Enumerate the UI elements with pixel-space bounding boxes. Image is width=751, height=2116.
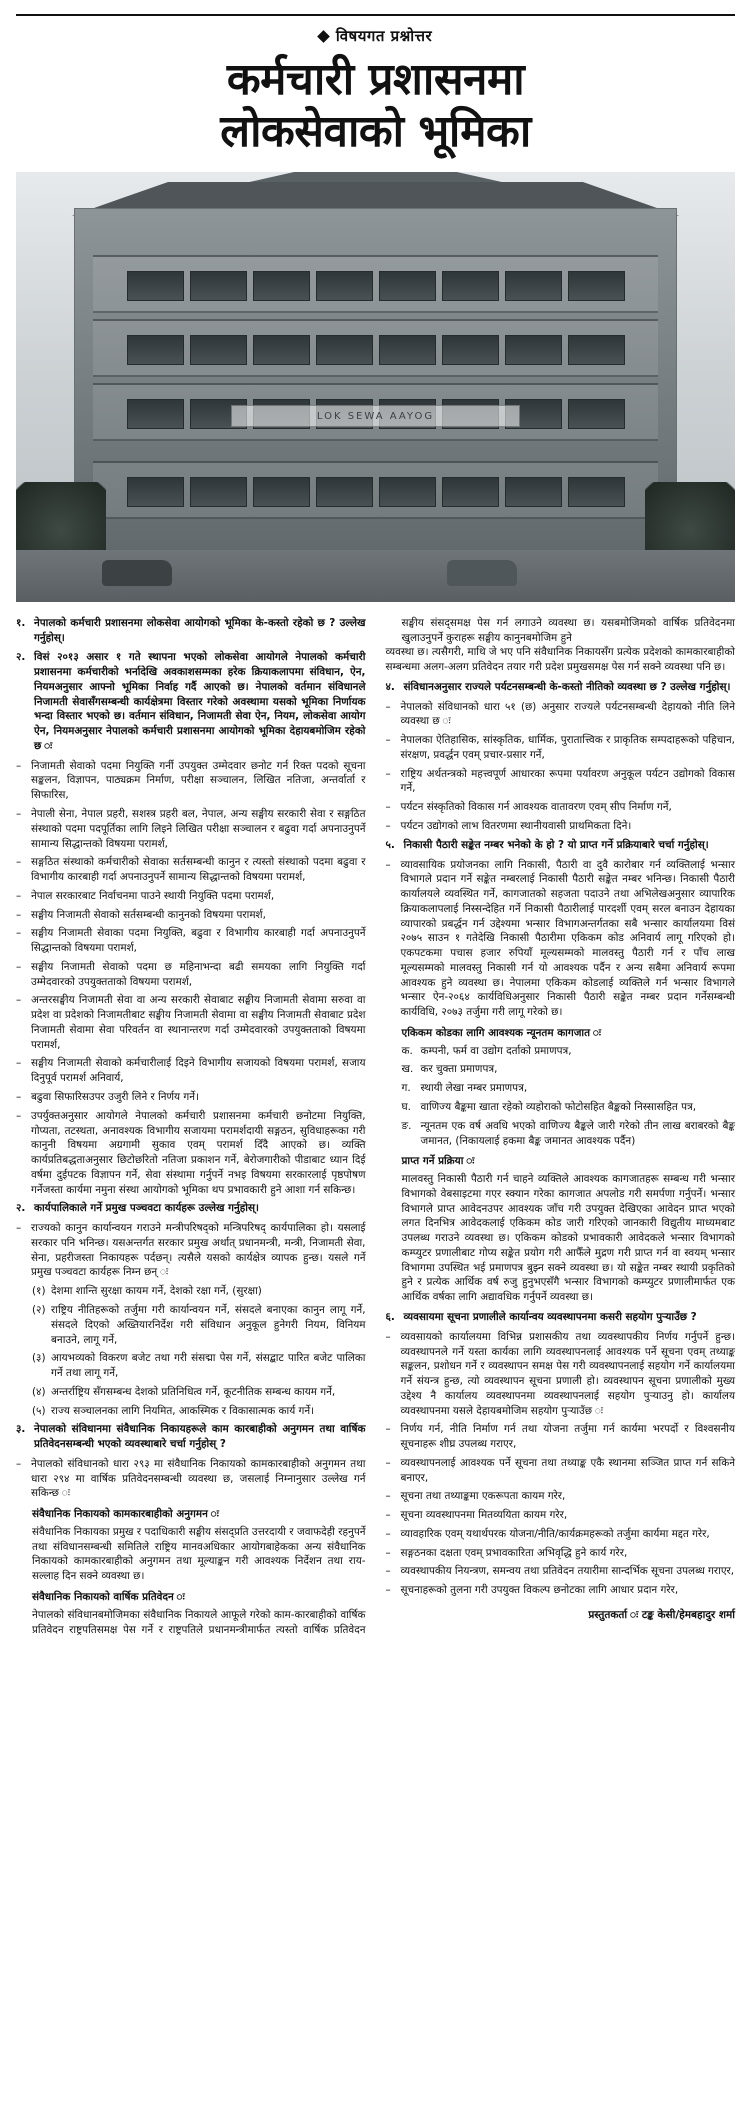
question-text: संविधानअनुसार राज्यले पर्यटनसम्बन्धी के-कस्तो नीतिको व्यवस्था छ ? उल्लेख गर्नुहोस्। [403, 680, 731, 693]
sub-list-item [402, 1081, 736, 1096]
dash-bullet-icon: – [385, 858, 391, 871]
window-row-2 [127, 335, 625, 365]
dash-bullet-icon: – [385, 1527, 391, 1540]
question-text: निकासी पैठारी सङ्केत नम्बर भनेको के हो ? यो प्राप्त गर्ने प्रक्रियाबारे चर्चा गर्नुहोस्। [403, 838, 709, 851]
window-row-1 [127, 271, 625, 301]
bullet-item [386, 700, 736, 730]
window [505, 271, 562, 301]
kicker-row [16, 26, 735, 46]
question-number: ३. [16, 1423, 26, 1436]
sub-list-text: वाणिज्य बैङ्कमा खाता रहेको व्यहोराको फोटोसहित बैङ्कको निस्सासहित पत्र, [420, 1101, 697, 1114]
building-floor-1 [93, 255, 659, 313]
bullet-text: सङ्घीय निजामती सेवाको पदमा छ महिनाभन्दा बढी समयका लागि नियुक्ति गर्दा उम्मेदवारको उपयुक्तताको विषयमा परामर्श, [31, 960, 366, 988]
window [379, 477, 436, 507]
bullet-item [386, 1489, 736, 1504]
sub-list-item [402, 1044, 736, 1059]
bullet-text: सङ्घीय निजामती सेवाका पदमा नियुक्ति, बढुवा र विभागीय कारबाही गर्दा अपनाउनुपर्ने सिद्धान्तको विषयमा परामर्श, [31, 927, 366, 955]
paragraph: नेपालको संविधानबमोजिमका संवैधानिक निकायले आफूले गरेको काम-कारबाहीको वार्षिक प्रतिवेदन राष्ट्रपतिसमक्ष पेस गर्ने र राष्ट्रपतिले प्रधानमन्त्रीमार्फत त्यस्तो वार्षिक प्रतिवेदन सङ्घीय संसद्समक्ष पेस गर्न लगाउने व्यवस्था छ। यसबमोजिमको वार्षिक प्रतिवेदनमा खुलाउनुपर्ने कुराहरू सङ्घीय कानुनबमोजिम हुने [32, 616, 735, 1636]
dash-bullet-icon: – [385, 1490, 391, 1503]
bullet-item [16, 1457, 366, 1501]
question-item [386, 1310, 736, 1325]
dash-bullet-icon: – [385, 1546, 391, 1559]
sub-bullet-label: क. [401, 1044, 413, 1057]
bullet-item [16, 926, 366, 956]
dash-bullet-icon: – [385, 1330, 391, 1343]
window [442, 477, 499, 507]
bullet-item [16, 889, 366, 904]
bullet-text: व्यवसायको कार्यालयमा विभिन्न प्रशासकीय तथा व्यवस्थापकीय निर्णय गर्नुपर्ने हुन्छ। व्यवस्थापनले गर्ने यस्ता कार्यका लागि व्यवस्थापनलाई आवश्यक पर्ने सूचना एवम् तथ्याङ्क सङ्कलन, प्रशोधन गर्ने र व्यवस्थापन समक्ष पेस गरी व्यवस्थापनलाई सहयोग गर्ने कार्यालयमा गर्ने संयन्त्र हुन्छ, त्यो व्यवस्थापन सूचना प्रणाली हो। व्यवस्थापन सूचना प्रणालीको मुख्य उद्देश्य नै कार्यालय व्यवस्थापनमा व्यवस्थापनलाई सहयोग पुऱ्याउनु हो। कार्यालय व्यवस्थापनमा यसले देहायबमोजिम सहयोग पुऱ्याउँछ ः [400, 1330, 735, 1417]
sub-list-text: राष्ट्रिय नीतिहरूको तर्जुमा गरी कार्यान्वयन गर्ने, संसदले बनाएका कानुन लागू गर्ने, संसदले दिएको अख्तियारनिर्देश गरी संविधान अनुकूल हुनेगरी नियम, विनियम बनाउने, लागू गर्ने, [51, 1303, 366, 1346]
building [74, 208, 678, 602]
window [316, 477, 373, 507]
dash-bullet-icon: – [16, 1109, 22, 1122]
bullet-item [16, 908, 366, 923]
window [190, 335, 247, 365]
dash-bullet-icon: – [385, 801, 391, 814]
section-subheading: प्राप्त गर्ने प्रक्रिया ः [401, 1155, 475, 1168]
bullet-item [386, 1508, 736, 1523]
bullet-text: सङ्घीय निजामती सेवाको सर्तसम्बन्धी कानुनको विषयमा परामर्श, [31, 908, 266, 921]
dash-bullet-icon: – [385, 767, 391, 780]
dash-bullet-icon: – [16, 994, 22, 1007]
window [505, 335, 562, 365]
sub-list-text: राज्य सञ्चालनका लागि नियमित, आकस्मिक र विकासात्मक कार्य गर्ने। [51, 1404, 315, 1417]
sub-bullet-label: घ. [401, 1101, 411, 1114]
bullet-item [386, 858, 736, 1020]
dash-bullet-icon: – [16, 927, 22, 940]
dash-bullet-icon: – [16, 889, 22, 902]
bullet-item [386, 1583, 736, 1598]
window [568, 477, 625, 507]
building-floor-4 [93, 461, 659, 519]
bullet-item [16, 807, 366, 851]
dash-bullet-icon: – [385, 820, 391, 832]
bullet-text: सूचना तथा तथ्याङ्कमा एकरूपता कायम गरेर, [400, 1490, 566, 1503]
dash-bullet-icon: – [16, 960, 22, 973]
question-text: कार्यपालिकाले गर्ने प्रमुख पञ्चवटा कार्यहरू उल्लेख गर्नुहोस्। [34, 1202, 259, 1215]
bullet-item [16, 1109, 366, 1198]
bullet-text: नेपाली सेना, नेपाल प्रहरी, सशस्त्र प्रहरी बल, नेपाल, अन्य सङ्घीय सरकारी सेवा र सङ्गठित संस्थाको पदमा पदपूर्तिका लागि लिइने लिखित परीक्षा सञ्चालन र बढुवा गर्दा अपनाउनुपर्ने सामान्य सिद्धान्तको विषयमा परामर्श, [31, 808, 366, 850]
bullet-text: व्यवस्थापनलाई आवश्यक पर्ने सूचना तथा तथ्याङ्क एकै स्थानमा सञ्जित प्राप्त गर्न सकिने बनाएर, [400, 1456, 735, 1484]
bullet-text: निर्णय गर्न, नीति निर्माण गर्न तथा योजना तर्जुमा गर्न कार्यमा भरपर्दो र विश्वसनीय सूचनाहरू शीघ्र उपलब्ध गराएर, [400, 1423, 735, 1451]
bullet-text: निजामती सेवाको पदमा नियुक्ति गर्नी उपयुक्त उम्मेदवार छनोट गर्न रिक्त पदको सूचना सङ्कलन, विज्ञापन, पाठ्यक्रम निर्माण, परीक्षा सञ्चालन, लिखित नतिजा, अन्तर्वार्ता र सिफारिस, [31, 759, 366, 802]
dash-bullet-icon: – [385, 1565, 391, 1578]
dash-bullet-icon: – [385, 1423, 391, 1436]
article-body [16, 616, 735, 1637]
bullet-item [16, 1090, 366, 1105]
dash-bullet-icon: – [16, 808, 22, 820]
paragraph: व्यवस्था छ। त्यसैगरी, माथि जे भए पनि संवैधानिक निकायसँग प्रत्येक प्रदेशको कामकारबाहीको सम्बन्धमा अलग-अलग प्रतिवेदन तयार गरी प्रदेश प्रमुखसमक्ष पेस गर्न सक्ने व्यवस्था पनि छ। [385, 646, 735, 674]
window [379, 335, 436, 365]
dash-bullet-icon: – [385, 734, 391, 747]
window-row-4 [127, 477, 625, 507]
question-item [16, 650, 366, 753]
dash-bullet-icon: – [16, 856, 22, 869]
question-text: व्यवसायमा सूचना प्रणालीले कार्यान्वय व्यवस्थापनमा कसरी सहयोग पुऱ्याउँछ ? [403, 1310, 697, 1323]
question-text: नेपालको कर्मचारी प्रशासनमा लोकसेवा आयोगको भूमिका के-कस्तो रहेको छ ? उल्लेख गर्नुहोस्। [34, 616, 366, 644]
window [253, 271, 310, 301]
bullet-item [386, 767, 736, 797]
question-number: ५. [385, 838, 395, 851]
window [253, 335, 310, 365]
byline: प्रस्तुतकर्ता ः टङ्क केसी/हेमबहादुर शर्मा [588, 1608, 735, 1621]
sub-list-item [32, 1303, 366, 1347]
building-signboard: LOK SEWA AAYOG [231, 405, 520, 427]
window [442, 271, 499, 301]
dash-bullet-icon: – [16, 1091, 22, 1104]
sub-list-text: न्यूनतम एक वर्ष अवधि भएको वाणिज्य बैङ्कले जारी गरेको तीन लाख बराबरको बैङ्क जमानत, (निकायलाई हकमा बैङ्क जमानत आवश्यक पर्दैन) [420, 1119, 735, 1147]
bullet-text: राज्यको कानुन कार्यान्वयन गराउने मन्त्रीपरिषद्को मन्त्रिपरिषद् कार्यपालिका हो। यसलाई सरकार पनि भनिन्छ। यसअन्तर्गत सरकार प्रमुख अर्थात् प्रधानमन्त्री, मन्त्री, निजामती सेवा, सेना, प्रहरीजस्ता निकायहरू पर्दछन्। त्यसैले यसको कार्यक्षेत्र व्यापक हुन्छ। यसले गर्ने प्रमुख पञ्चवटा कार्यहरू निम्न छन् ः [31, 1222, 366, 1279]
bullet-item [16, 960, 366, 990]
bullet-item [16, 993, 366, 1052]
bullet-text: सङ्घीय निजामती सेवाको कर्मचारीलाई दिइने विभागीय सजायको विषयमा परामर्श, सजाय दिनुपूर्व परामर्श अनिवार्य, [31, 1057, 366, 1085]
dash-bullet-icon: – [385, 1509, 391, 1522]
bullet-item [16, 855, 366, 885]
sub-list-item [32, 1385, 366, 1400]
window [190, 477, 247, 507]
question-text: विसं २०१३ असार १ गते स्थापना भएको लोकसेवा आयोगले नेपालको कर्मचारी प्रशासनमा कर्मचारीको भर्नादेखि अवकाशसम्मका हरेक क्रियाकलापमा संविधान, ऐन, नियमअनुसार आफ्नो भूमिका निर्वाह गर्दै आएको छ। नेपालको वर्तमान संविधानले निजामती सेवासँगसम्बन्धी कार्यक्षेत्रमा विस्तार गरेको अवस्थामा यसको भूमिका निर्णायक भन्दा विस्तार भएको छ। वर्तमान संविधान, निजामती सेवा ऐन, नियम, लोकसेवा आयोग ऐन, नियमअनुसार नेपालको कर्मचारी प्रशासनमा आयोगको भूमिका देहायबमोजिम रहेको छ ः [34, 651, 366, 752]
sub-list-item [402, 1119, 736, 1149]
window [316, 271, 373, 301]
sub-bullet-label: ङ. [401, 1119, 412, 1132]
sub-list-text: देशमा शान्ति सुरक्षा कायम गर्ने, देशको रक्षा गर्ने, (सुरक्षा) [51, 1285, 262, 1298]
building-floor-2 [93, 319, 659, 377]
window [127, 399, 184, 429]
sub-list-text: अन्तर्राष्ट्रिय सँगसम्बन्ध देशको प्रतिनिधित्व गर्ने, कूटनीतिक सम्बन्ध कायम गर्ने, [51, 1385, 336, 1398]
dash-bullet-icon: – [16, 908, 22, 921]
bullet-text: सूचना व्यवस्थापनमा मितव्ययिता कायम गरेर, [400, 1509, 568, 1522]
bullet-text: नेपाल सरकारबाट निर्वाचनमा पाउने स्थायी नियुक्ति पदमा परामर्श, [31, 889, 275, 902]
question-number: ४. [385, 680, 395, 693]
bullet-text: सूचनाहरूको तुलना गरी उपयुक्त विकल्प छनोटका लागि आधार प्रदान गरेर, [400, 1584, 679, 1597]
sub-list-item [32, 1404, 366, 1419]
bullet-text: नेपालको संविधानको धारा ५१ (छ) अनुसार राज्यले पर्यटनसम्बन्धी देहायको नीति लिने व्यवस्था छ ः [400, 700, 735, 728]
sub-bullet-label: (२) [32, 1303, 46, 1316]
bullet-item [386, 800, 736, 815]
bullet-item [386, 1456, 736, 1486]
sub-bullet-label: (३) [32, 1352, 46, 1365]
parked-car [102, 560, 172, 586]
bullet-text: राष्ट्रिय अर्थतन्त्रको महत्त्वपूर्ण आधारका रूपमा पर्यावरण अनुकूल पर्यटन उद्योगको विकास गर्ने, [400, 767, 735, 795]
window [505, 477, 562, 507]
paragraph: संवैधानिक निकायका प्रमुख र पदाधिकारी सङ्घीय संसद्प्रति उत्तरदायी र जवाफदेही रहनुपर्ने तथा संविधानसम्बन्धी समितिले राष्ट्रिय मानवअधिकार आयोगबाहेकका अन्य संवैधानिक निकायको कामकारबाहीको अनुगमन तथा मूल्याङ्कन गरी आवश्यक निर्देशन तथा राय-सल्लाह दिन सक्ने व्यवस्था छ। [32, 1525, 366, 1583]
kicker-label: विषयगत प्रश्नोत्तर [335, 27, 433, 45]
dash-bullet-icon: – [385, 1584, 391, 1597]
diamond-icon [317, 30, 330, 43]
sub-bullet-label: (१) [32, 1285, 46, 1298]
section-subheading: एकिकम कोडका लागि आवश्यक न्यूनतम कागजात ः [401, 1026, 602, 1039]
question-text: नेपालको संविधानमा संवैधानिक निकायहरूले काम कारबाहीको अनुगमन तथा वार्षिक प्रतिवेदनसम्बन्धी भएको व्यवस्थाबारे चर्चा गर्नुहोस् ? [34, 1423, 366, 1451]
dash-bullet-icon: – [16, 1057, 22, 1070]
question-item [16, 1422, 366, 1452]
question-item [16, 616, 366, 646]
window [379, 271, 436, 301]
window [568, 335, 625, 365]
sub-list-text: स्थायी लेखा नम्बर प्रमाणपत्र, [420, 1082, 528, 1095]
question-number: २. [16, 651, 26, 664]
headline-line-2: लोकसेवाको भूमिका [220, 105, 531, 157]
bullet-text: उपर्युक्तअनुसार आयोगले नेपालको कर्मचारी प्रशासनमा कर्मचारी छनोटमा नियुक्ति, गोप्यता, तटस्थता, अनावश्यक विभागीय सजायमा परामर्शदायी सङ्गठन, सुविधाहरूका गरी कानुनी विषयमा अग्रगामी सुकाव एवम् परामर्श दिँदै आएको छ। व्यक्ति कार्यप्रतिबद्धताअनुसार छिटोछरितो नतिजा प्रकाशन गर्ने, बेरोजगारीको पीडाबाट ध्यान दिई वर्षमा दुईपटक विज्ञापन गर्ने, सेवा संस्थामा गर्नुपर्ने नभइ विषयमा सरकारलाई पृष्ठपोषण गर्नेजस्ता कार्यमा नमुना संस्था आयोगको भूमिका थप प्रभावकारी हुने आशा गर्न सकिन्छ। [31, 1109, 366, 1196]
kicker [309, 26, 442, 46]
window [316, 335, 373, 365]
bullet-text: पर्यटन संस्कृतिको विकास गर्न आवश्यक वातावरण एवम् सीप निर्माण गर्ने, [400, 801, 672, 814]
bullet-item [386, 1564, 736, 1579]
bullet-text: व्यावहारिक एवम् यथार्थपरक योजना/नीति/कार्यक्रमहरूको तर्जुमा कार्यमा मद्दत गरेर, [400, 1527, 710, 1540]
sub-list-item [32, 1351, 366, 1381]
window [127, 335, 184, 365]
window [253, 477, 310, 507]
dash-bullet-icon: – [16, 1457, 22, 1470]
window [190, 271, 247, 301]
bullet-text: पर्यटन उद्योगको लाभ वितरणमा स्थानीयवासी प्राथमिकता दिने। [400, 820, 632, 832]
bullet-item [16, 1221, 366, 1280]
dash-bullet-icon: – [16, 1222, 22, 1235]
window [568, 271, 625, 301]
headline-line-1: कर्मचारी प्रशासनमा [226, 54, 525, 105]
bullet-item [386, 819, 736, 834]
question-item [16, 1201, 366, 1216]
window [568, 399, 625, 429]
sub-bullet-label: ग. [401, 1082, 411, 1095]
bullet-item [16, 1056, 366, 1086]
dash-bullet-icon: – [16, 759, 22, 772]
sub-list-text: कम्पनी, फर्म वा उद्योग दर्ताको प्रमाणपत्र, [420, 1044, 572, 1057]
bullet-item [16, 759, 366, 803]
bullet-item [386, 1527, 736, 1542]
sub-list-item [402, 1062, 736, 1077]
bullet-item [386, 1330, 736, 1419]
dash-bullet-icon: – [385, 700, 391, 713]
question-number: ६. [385, 1310, 395, 1323]
sub-bullet-label: (४) [32, 1385, 46, 1398]
window [127, 271, 184, 301]
section-subheading: संवैधानिक निकायको वार्षिक प्रतिवेदन ः [32, 1590, 185, 1603]
bullet-text: सङ्गठनका दक्षता एवम् प्रभावकारिता अभिवृद्धि हुने कार्य गरेर, [400, 1546, 628, 1559]
bullet-text: व्यवस्थापकीय नियन्त्रण, समन्वय तथा प्रतिवेदन तयारीमा सान्दर्भिक सूचना उपलब्ध गराएर, [400, 1565, 735, 1578]
page-title [16, 54, 735, 158]
bullet-text: सङ्गठित संस्थाको कर्मचारीको सेवाका सर्तसम्बन्धी कानुन र त्यस्तो संस्थाको पदमा बढुवा र विभागीय कारबाही गर्दा अपनाउनुपर्ने सामान्य सिद्धान्तको विषयमा परामर्श, [31, 856, 366, 884]
question-number: २. [16, 1202, 26, 1215]
window [442, 335, 499, 365]
window [127, 477, 184, 507]
bullet-text: नेपालको संविधानको धारा २९३ मा संवैधानिक निकायको कामकारबाहीको अनुगमन तथा धारा २९४ मा वार्षिक प्रतिवेदनसम्बन्धी व्यवस्था छ, जसलाई निम्नानुसार उल्लेख गर्न सकिन्छ ः [31, 1457, 366, 1500]
bullet-item [386, 1422, 736, 1452]
question-number: १. [16, 616, 26, 629]
paragraph: मालवस्तु निकासी पैठारी गर्न चाहने व्यक्तिले आवश्यक कागजातहरू सम्बन्ध गरी भन्सार विभागको वेबसाइटमा गएर स्क्यान गरेका कागजात अपलोड गरी समर्पणा गर्नुपर्ने। भन्सार विभागले प्राप्त आवेदनउपर आवश्यक जाँच गरी उपयुक्त देखिएका आवेदन प्राप्त भएको लगत दिनभित्र आवेदकलाई एकिकम कोड जारी गरिएको जानकारी विद्युतीय माध्यमबाट उपलब्ध गराउने व्यवस्था छ। एकिकम कोडको प्रभावकारी आवेदकले भन्सार विभागको कम्प्युटर प्रणालीबाट गोप्य सङ्केत प्रयोग गरी आफैँले मुद्रण गरी प्राप्त गर्न वा स्वयम् भन्सार विभागमा उपस्थित भई प्रमाणपत्र बुझ्न सक्ने व्यवस्था छ। यो सङ्केत नम्बर स्थायी प्रकृतिको हुने र प्रत्येक आर्थिक वर्ष रुजु हुनुभएसँगै भन्सार विभागको कम्प्युटर प्रणालीमार्फत एक आर्थिक वर्षका लागि अद्यावधिक गर्नुपर्ने व्यवस्था छ। [401, 1173, 735, 1304]
bullet-item [386, 1546, 736, 1561]
sub-bullet-label: (५) [32, 1404, 46, 1417]
sub-list-text: कर चुक्ता प्रमाणपत्र, [420, 1063, 498, 1076]
bullet-text: व्यावसायिक प्रयोजनका लागि निकासी, पैठारी वा दुवै कारोबार गर्न व्यक्तिलाई भन्सार विभागले प्रदान गर्ने सङ्केत नम्बरलाई निकासी पैठारी सङ्केत नम्बर भनिन्छ। निकासी पैठारी कार्यालयले व्यवस्थित गर्ने, कागजातको सहजता पदाउने तथा अभिलेखअनुसार व्यापारिक क्रियाकलापलाई निस्सन्देहित गर्ने निकासी पैठारीलाई पारदर्शी एवम् सरल बनाउन देहायका व्यापारको प्रबर्द्धन गर्न उद्देश्यमा भन्सार विभागअन्तर्गतका सबै भन्सार कार्यालयमा विसं २०७५ साउन १ गतेदेखि निकासी पैठारीमा एकिकम कोड अनिवार्य लागू गरिएको हो। एकपटकमा पचास हजार रुपियाँ मूल्यसम्मको मालवस्तु पैठारी गर्न र पाँच लाख मूल्यसम्मको मालवस्तु निकासी गर्न यो आवश्यक पर्दैन र अन्य सबैमा अनिवार्य रूपमा आवश्यक हुने व्यवस्था छ। नेपालमा एकिकम कोडलाई व्यक्तिले गर्न भन्सार विभागले भन्सार ऐन-२०६४ कार्यविधिअनुसार निकासी पैठारी सङ्केत नम्बर प्रदान गर्नेसम्बन्धी कार्यविधि, २०७३ तर्जुमा गरी लागू गरेको छ। [400, 858, 735, 1019]
bullet-item [386, 733, 736, 763]
sub-list-item [402, 1100, 736, 1115]
parked-car [447, 560, 517, 586]
bullet-text: बढुवा सिफारिसउपर उजुरी लिने र निर्णय गर्ने। [31, 1091, 199, 1104]
sub-list-item [32, 1284, 366, 1299]
question-item [386, 838, 736, 853]
sub-bullet-label: ख. [401, 1063, 414, 1076]
question-item [386, 680, 736, 695]
dash-bullet-icon: – [385, 1456, 391, 1469]
bullet-text: अन्तरसङ्घीय निजामती सेवा वा अन्य सरकारी सेवाबाट सङ्घीय निजामती सेवामा सरुवा वा प्रदेश वा प्रदेशको निजामतीबाट सङ्घीय निजामती सेवामा वा सङ्घीय निजामती सेवाबाट प्रदेश निजामती सेवामा सेवा परिवर्तन वा स्थानान्तरण गर्दा उम्मेदवारको उपयुक्तताको विषयमा परामर्श, [31, 994, 366, 1051]
top-rule [16, 14, 735, 16]
column-right [386, 645, 736, 1598]
section-subheading: संवैधानिक निकायको कामकारबाहीको अनुगमन ः [32, 1508, 219, 1521]
sub-list-text: आयभव्यको विकरण बजेट तथा गरी संसद्मा पेस गर्ने, संसद्बाट पारित बजेट पालिका गर्ने तथा लागू गर्ने, [51, 1352, 366, 1380]
article-photo [16, 172, 735, 602]
bullet-text: नेपालका ऐतिहासिक, सांस्कृतिक, धार्मिक, पुरातात्त्विक र प्राकृतिक सम्पदाहरूको पहिचान, संरक्षण, प्रवर्द्धन एवम् प्रचार-प्रसार गर्ने, [400, 734, 735, 761]
